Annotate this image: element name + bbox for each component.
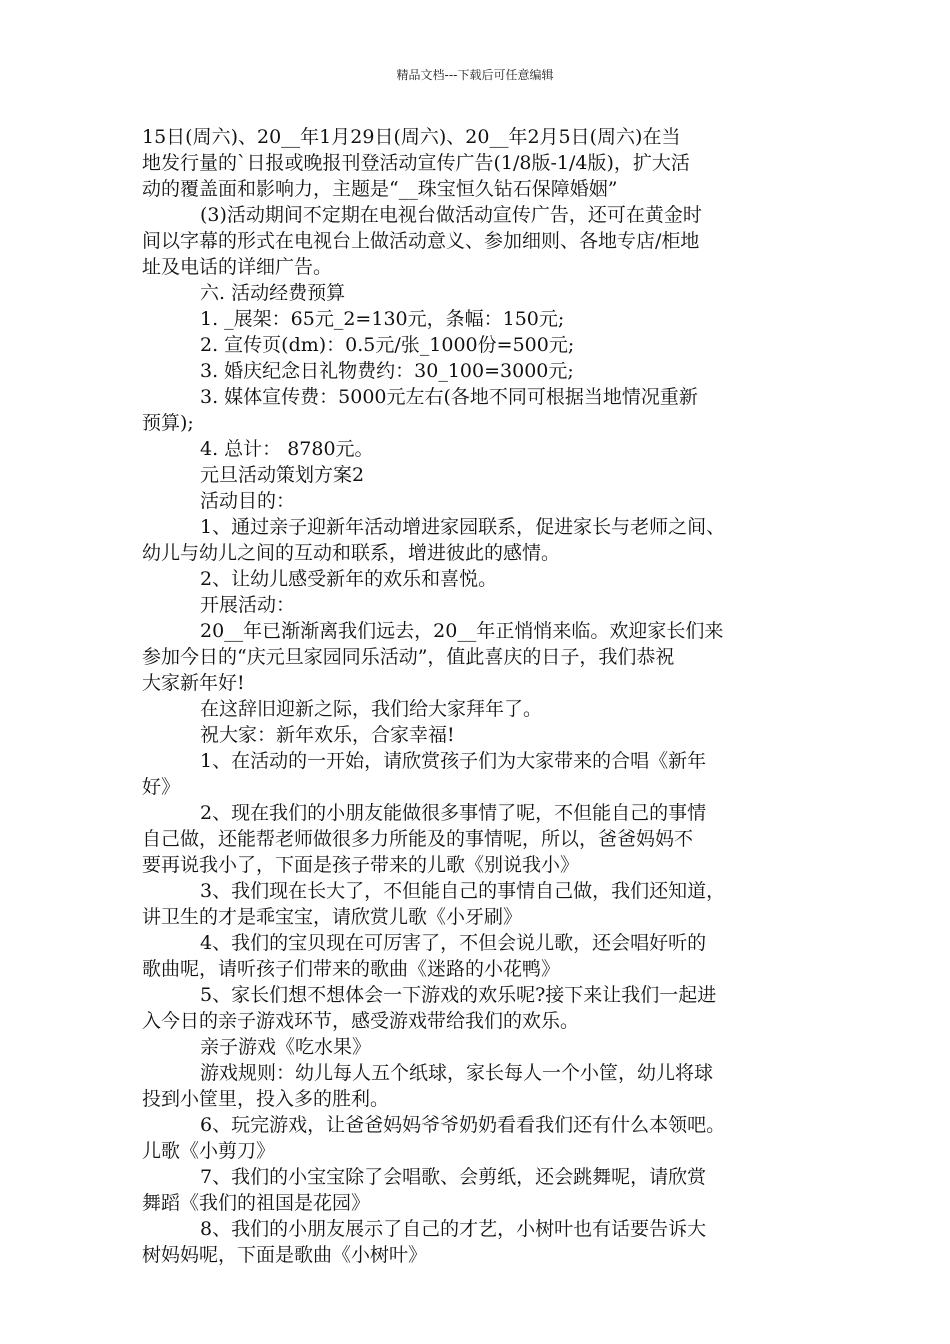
text-line: 预算); [142, 412, 194, 434]
text-line: 参加今日的“庆元旦家园同乐活动”，值此喜庆的日子，我们恭祝 [142, 646, 675, 668]
text-line: 歌曲呢，请听孩子们带来的歌曲《迷路的小花鸭》 [142, 958, 561, 980]
text-line: 亲子游戏《吃水果》 [200, 1036, 372, 1058]
text-line: 入今日的亲子游戏环节，感受游戏带给我们的欢乐。 [142, 1010, 580, 1032]
text-line: 好》 [142, 776, 181, 798]
text-line: 舞蹈《我们的祖国是花园》 [142, 1192, 371, 1214]
text-line: 址及电话的详细广告。 [142, 256, 333, 278]
text-line: 祝大家：新年欢乐，合家幸福! [200, 724, 455, 746]
text-line: 六. 活动经费预算 [200, 282, 346, 304]
text-line: 1. _展架：65元_2=130元，条幅：150元; [200, 308, 565, 330]
text-line: 投到小筐里，投入多的胜利。 [142, 1088, 390, 1110]
text-line: 大家新年好! [142, 672, 245, 694]
header-note: 精品文档---下载后可任意编辑 [396, 68, 554, 82]
text-line: 6、玩完游戏，让爸爸妈妈爷爷奶奶看看我们还有什么本领吧。 [200, 1114, 726, 1136]
text-line: 4. 总计： 8780元。 [200, 438, 374, 460]
text-line: 20__年已渐渐离我们远去，20__年正悄悄来临。欢迎家长们来 [200, 620, 724, 642]
text-line: 3、我们现在长大了，不但能自己的事情自己做，我们还知道， [200, 880, 726, 902]
text-line: 1、通过亲子迎新年活动增进家园联系，促进家长与老师之间、 [200, 516, 726, 538]
text-line: 4、我们的宝贝现在可厉害了，不但会说儿歌，还会唱好听的 [200, 932, 707, 954]
text-line: 15日(周六)、20__年1月29日(周六)、20__年2月5日(周六)在当 [142, 126, 681, 148]
text-line: 2、让幼儿感受新年的欢乐和喜悦。 [200, 568, 498, 590]
text-line: 1、在活动的一开始，请欣赏孩子们为大家带来的合唱《新年 [200, 750, 707, 772]
text-line: 8、我们的小朋友展示了自己的才艺，小树叶也有话要告诉大 [200, 1218, 707, 1240]
text-line: 2、现在我们的小朋友能做很多事情了呢，不但能自己的事情 [200, 802, 707, 824]
text-line: 树妈妈呢，下面是歌曲《小树叶》 [142, 1244, 428, 1266]
document-body [142, 124, 822, 1268]
text-line: (3)活动期间不定期在电视台做活动宣传广告，还可在黄金时 [200, 204, 702, 226]
text-line: 讲卫生的才是乖宝宝，请欣赏儿歌《小牙刷》 [142, 906, 523, 928]
text-line: 动的覆盖面和影响力，主题是“__珠宝恒久钻石保障婚姻” [142, 178, 618, 200]
text-line: 2. 宣传页(dm)：0.5元/张_1000份=500元; [200, 334, 575, 356]
text-line: 儿歌《小剪刀》 [142, 1140, 276, 1162]
text-line: 幼儿与幼儿之间的互动和联系，增进彼此的感情。 [142, 542, 561, 564]
text-line: 自己做，还能帮老师做很多力所能及的事情呢，所以，爸爸妈妈不 [142, 828, 694, 850]
text-line: 活动目的： [200, 490, 296, 512]
text-line: 游戏规则：幼儿每人五个纸球，家长每人一个小筐，幼儿将球 [200, 1062, 714, 1084]
text-line: 3. 媒体宣传费：5000元左右(各地不同可根据当地情况重新 [200, 386, 698, 408]
text-line: 开展活动： [200, 594, 296, 616]
text-line: 7、我们的小宝宝除了会唱歌、会剪纸，还会跳舞呢，请欣赏 [200, 1166, 707, 1188]
text-line: 地发行量的`日报或晚报刊登活动宣传广告(1/8版-1/4版)，扩大活 [142, 152, 690, 174]
text-line: 要再说我小了，下面是孩子带来的儿歌《别说我小》 [142, 854, 580, 876]
text-line: 5、家长们想不想体会一下游戏的欢乐呢?接下来让我们一起进 [200, 984, 717, 1006]
text-line: 间以字幕的形式在电视台上做活动意义、参加细则、各地专店/柜地 [142, 230, 700, 252]
text-line: 元旦活动策划方案2 [200, 464, 365, 486]
text-line: 在这辞旧迎新之际，我们给大家拜年了。 [200, 698, 543, 720]
text-line: 3. 婚庆纪念日礼物费约：30_100=3000元; [200, 360, 574, 382]
